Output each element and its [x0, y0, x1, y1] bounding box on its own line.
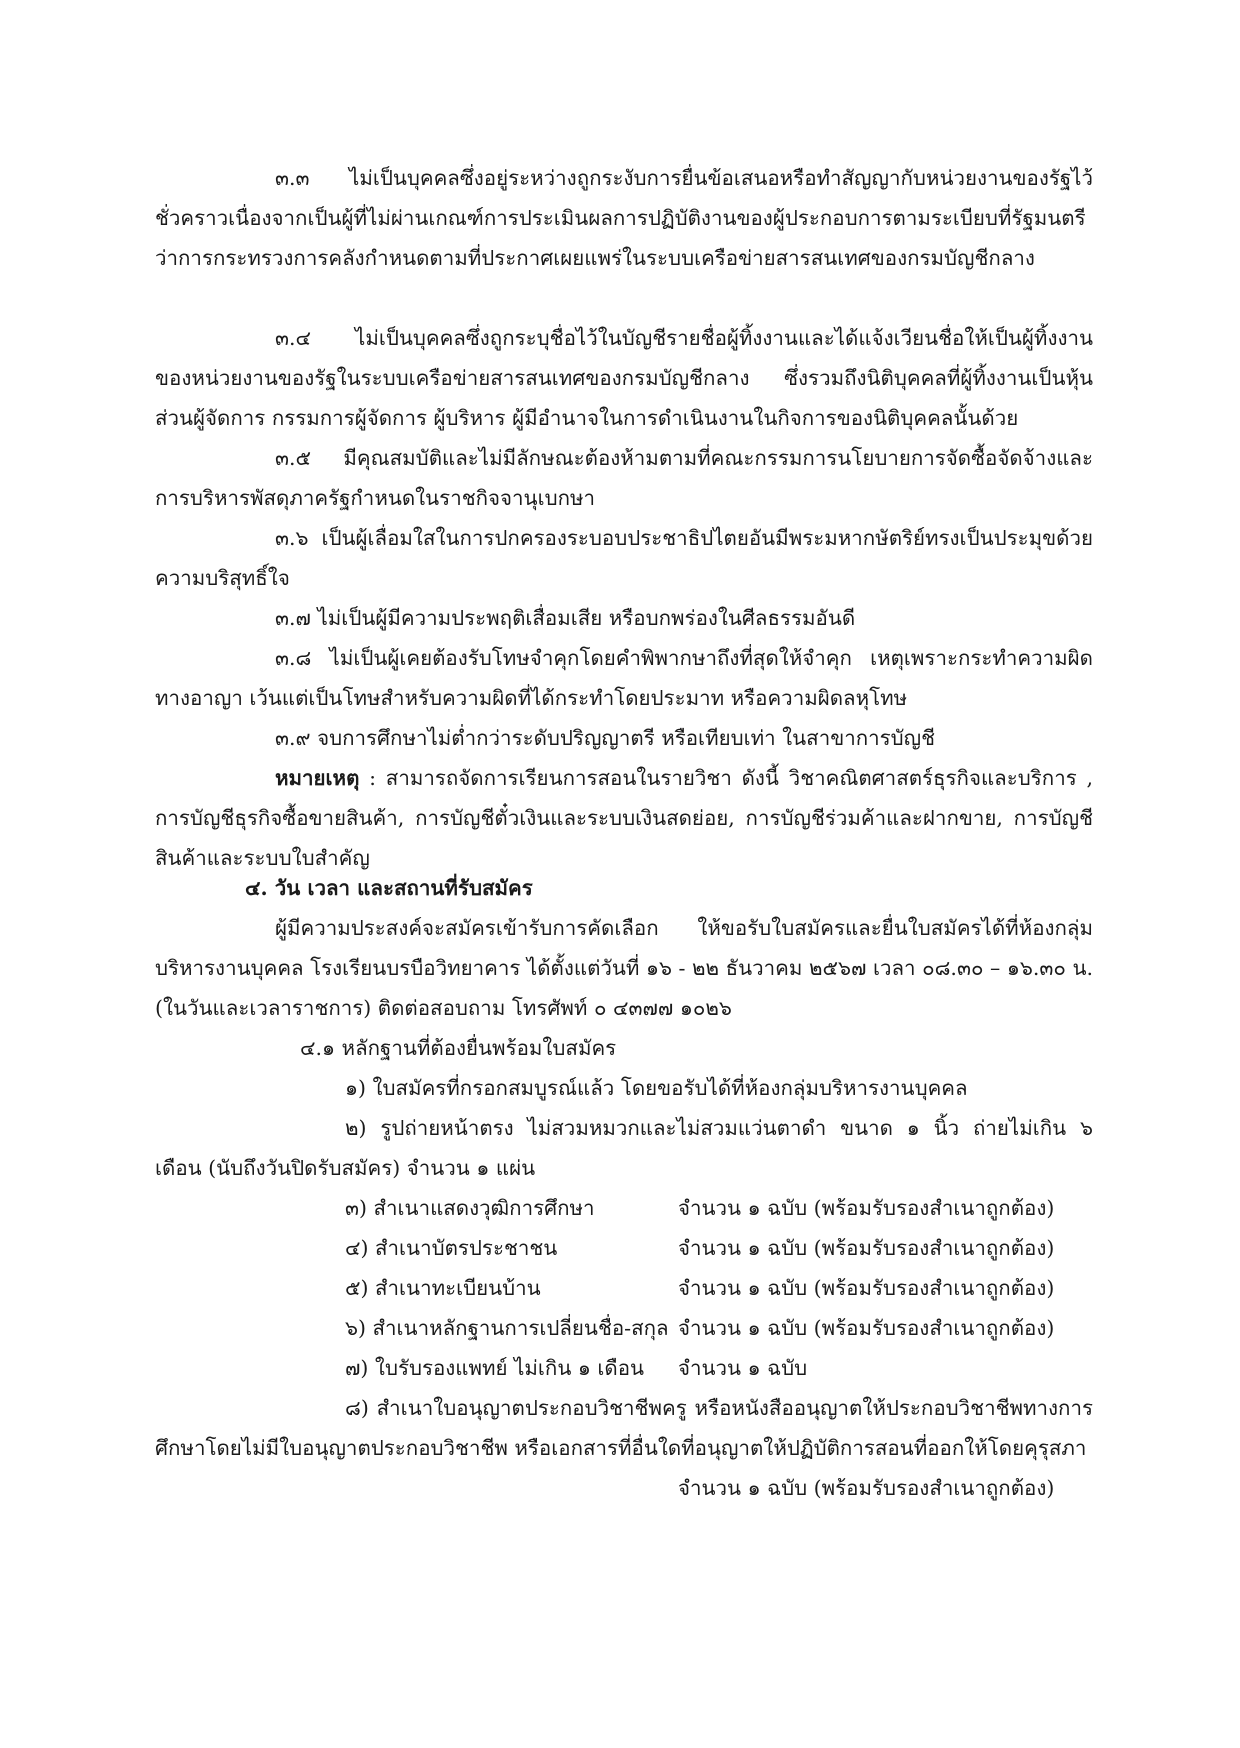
item-text: จบการศึกษาไม่ต่ำกว่าระดับปริญญาตรี หรือเทียบเท่า ในสาขาการบัญชี [317, 726, 936, 750]
item-text: ไม่เป็นผู้มีความประพฤติเสื่อมเสีย หรือบกพร่องในศีลธรรมอันดี [317, 606, 856, 630]
doc-quantity: จำนวน ๑ ฉบับ (พร้อมรับรองสำเนาถูกต้อง) [678, 1236, 1055, 1260]
item-number: ๓.๙ [275, 726, 311, 750]
item-3-6 [155, 518, 1093, 598]
doc-name: ๓) สำเนาแสดงวุฒิการศึกษา [345, 1196, 595, 1220]
doc-item-2: ๒) รูปถ่ายหน้าตรง ไม่สวมหมวกและไม่สวมแว่นตาดำ ขนาด ๑ นิ้ว ถ่ายไม่เกิน ๖ เดือน (นับถึงวันปิดรับสมัคร) จำนวน ๑ แผ่น [155, 1116, 1093, 1180]
item-text: ไม่เป็นผู้เคยต้องรับโทษจำคุกโดยคำพิพากษาถึงที่สุดให้จำคุก เหตุเพราะกระทำความผิดทางอาญา เว้นแต่เป็นโทษสำหรับความผิดที่ได้กระทำโดยประมาท หรือความผิดลหุโทษ [155, 646, 1093, 710]
doc-item-8-quantity: จำนวน ๑ ฉบับ (พร้อมรับรองสำเนาถูกต้อง) [678, 1476, 1055, 1500]
item-3-5 [155, 438, 1093, 518]
item-text: เป็นผู้เลื่อมใสในการปกครองระบอบประชาธิปไตยอันมีพระมหากษัตริย์ทรงเป็นประมุขด้วยความบริสุทธิ์ใจ [155, 526, 1093, 590]
doc-quantity: จำนวน ๑ ฉบับ (พร้อมรับรองสำเนาถูกต้อง) [678, 1316, 1055, 1340]
item-number: ๓.๔ [275, 326, 312, 350]
doc-name: ๗) ใบรับรองแพทย์ ไม่เกิน ๑ เดือน [345, 1356, 645, 1380]
item-number: ๓.๕ [275, 446, 312, 470]
doc-item-1: ๑) ใบสมัครที่กรอกสมบูรณ์แล้ว โดยขอรับได้ที่ห้องกลุ่มบริหารงานบุคคล [345, 1076, 968, 1100]
item-3-8 [155, 638, 1093, 718]
item-text: มีคุณสมบัติและไม่มีลักษณะต้องห้ามตามที่คณะกรรมการนโยบายการจัดซื้อจัดจ้างและการบริหารพัสดุภาครัฐกำหนดในราชกิจจานุเบกษา [155, 446, 1093, 510]
doc-item-8: ๘) สำเนาใบอนุญาตประกอบวิชาชีพครู หรือหนังสืออนุญาตให้ประกอบวิชาชีพทางการศึกษาโดยไม่มีใบอนุญาตประกอบวิชาชีพ หรือเอกสารที่อื่นใดที่อนุญาตให้ปฏิบัติการสอนที่ออกให้โดยคุรุสภา [155, 1396, 1093, 1460]
section-4-1-heading: ๔.๑ หลักฐานที่ต้องยื่นพร้อมใบสมัคร [300, 1036, 617, 1060]
item-3-9 [155, 718, 1093, 758]
item-number: ๓.๖ [275, 526, 309, 550]
note-label: หมายเหตุ [275, 766, 360, 790]
item-text: ไม่เป็นบุคคลซึ่งอยู่ระหว่างถูกระงับการยื่นข้อเสนอหรือทำสัญญากับหน่วยงานของรัฐไว้ชั่วคราวเนื่องจากเป็นผู้ที่ไม่ผ่านเกณฑ์การประเมินผลการปฏิบัติงานของผู้ประกอบการตามระเบียบที่รัฐมนตรีว่าการกระทรวงการคลังกำหนดตามที่ประกาศเผยแพร่ในระบบเครือข่ายสารสนเทศของกรมบัญชีกลาง [155, 166, 1093, 270]
item-number: ๓.๗ [275, 606, 311, 630]
item-text: ไม่เป็นบุคคลซึ่งถูกระบุชื่อไว้ในบัญชีรายชื่อผู้ทิ้งงานและได้แจ้งเวียนชื่อให้เป็นผู้ทิ้งงาน ของหน่วยงานของรัฐในระบบเครือข่ายสารสนเทศของกรมบัญชีกลาง ซึ่งรวมถึงนิติบุคคลที่ผู้ทิ้งงานเป็นหุ้นส่วนผู้จัดการ กรรมการผู้จัดการ ผู้บริหาร ผู้มีอำนาจในการดำเนินงานในกิจการของนิติบุคคลนั้นด้วย [155, 326, 1093, 430]
item-3-4 [155, 318, 1093, 438]
section-4-heading: ๔. วัน เวลา และสถานที่รับสมัคร [245, 876, 533, 900]
doc-name: ๔) สำเนาบัตรประชาชน [345, 1236, 558, 1260]
section-4-intro: ผู้มีความประสงค์จะสมัครเข้ารับการคัดเลือก ให้ขอรับใบสมัครและยื่นใบสมัครได้ที่ห้องกลุ่มบริหารงานบุคคล โรงเรียนบรบือวิทยาคาร ได้ตั้งแต่วันที่ ๑๖ - ๒๒ ธันวาคม ๒๕๖๗ เวลา ๐๘.๓๐ – ๑๖.๓๐ น.(ในวันและเวลาราชการ) ติดต่อสอบถาม โทรศัพท์ ๐ ๔๓๗๗ ๑๐๒๖ [155, 916, 1093, 1020]
item-number: ๓.๘ [275, 646, 312, 670]
item-number: ๓.๓ [275, 166, 310, 190]
doc-name: ๕) สำเนาทะเบียนบ้าน [345, 1276, 541, 1300]
note-text: : สามารถจัดการเรียนการสอนในรายวิชา ดังนี้ วิชาคณิตศาสตร์ธุรกิจและบริการ , การบัญชีธุรกิจซื้อขายสินค้า, การบัญชีตั๋วเงินและระบบเงินสดย่อย, การบัญชีร่วมค้าและฝากขาย, การบัญชีสินค้าและระบบใบสำคัญ [155, 766, 1093, 870]
doc-name: ๖) สำเนาหลักฐานการเปลี่ยนชื่อ-สกุล [345, 1316, 669, 1340]
item-3-3 [155, 158, 1093, 278]
doc-quantity: จำนวน ๑ ฉบับ (พร้อมรับรองสำเนาถูกต้อง) [678, 1196, 1055, 1220]
doc-quantity: จำนวน ๑ ฉบับ [678, 1356, 808, 1380]
doc-quantity: จำนวน ๑ ฉบับ (พร้อมรับรองสำเนาถูกต้อง) [678, 1276, 1055, 1300]
note-paragraph [155, 758, 1093, 878]
item-3-7 [155, 598, 1093, 638]
